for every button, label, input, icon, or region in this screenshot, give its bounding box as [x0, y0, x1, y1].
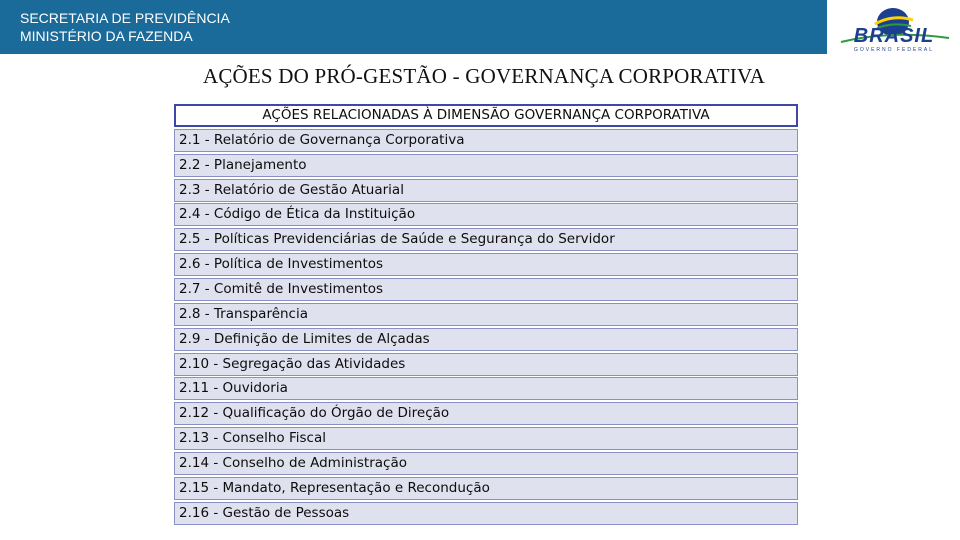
- table-header: AÇÕES RELACIONADAS À DIMENSÃO GOVERNANÇA CORPORATIVA: [174, 104, 798, 127]
- page-title: AÇÕES DO PRÓ-GESTÃO - GOVERNANÇA CORPORATIVA: [202, 64, 766, 88]
- table-row: 2.13 - Conselho Fiscal: [174, 427, 798, 450]
- table-row: 2.11 - Ouvidoria: [174, 377, 798, 400]
- table-row: 2.8 - Transparência: [174, 303, 798, 326]
- table-row: 2.3 - Relatório de Gestão Atuarial: [174, 179, 798, 202]
- table-row: 2.5 - Políticas Previdenciárias de Saúde e Segurança do Servidor: [174, 228, 798, 251]
- organization-line-2: MINISTÉRIO DA FAZENDA: [20, 28, 193, 44]
- table-row: 2.14 - Conselho de Administração: [174, 452, 798, 475]
- table-row: 2.15 - Mandato, Representação e Recondução: [174, 477, 798, 500]
- table-row: 2.4 - Código de Ética da Instituição: [174, 203, 798, 226]
- table-row: 2.9 - Definição de Limites de Alçadas: [174, 328, 798, 351]
- brasil-logo-text: BRASIL: [853, 25, 935, 47]
- table-row: 2.10 - Segregação das Atividades: [174, 353, 798, 376]
- organization-name: [20, 9, 230, 45]
- table-row: 2.16 - Gestão de Pessoas: [174, 502, 798, 525]
- table-row: 2.6 - Política de Investimentos: [174, 253, 798, 276]
- table-row: 2.7 - Comitê de Investimentos: [174, 278, 798, 301]
- table-row: 2.1 - Relatório de Governança Corporativa: [174, 129, 798, 152]
- table-row: 2.12 - Qualificação do Órgão de Direção: [174, 402, 798, 425]
- brasil-logo-subtext: GOVERNO FEDERAL: [853, 47, 934, 53]
- organization-line-1: SECRETARIA DE PREVIDÊNCIA: [20, 10, 230, 26]
- actions-table: [174, 104, 798, 527]
- table-row: 2.2 - Planejamento: [174, 154, 798, 177]
- header-bar: [0, 0, 827, 54]
